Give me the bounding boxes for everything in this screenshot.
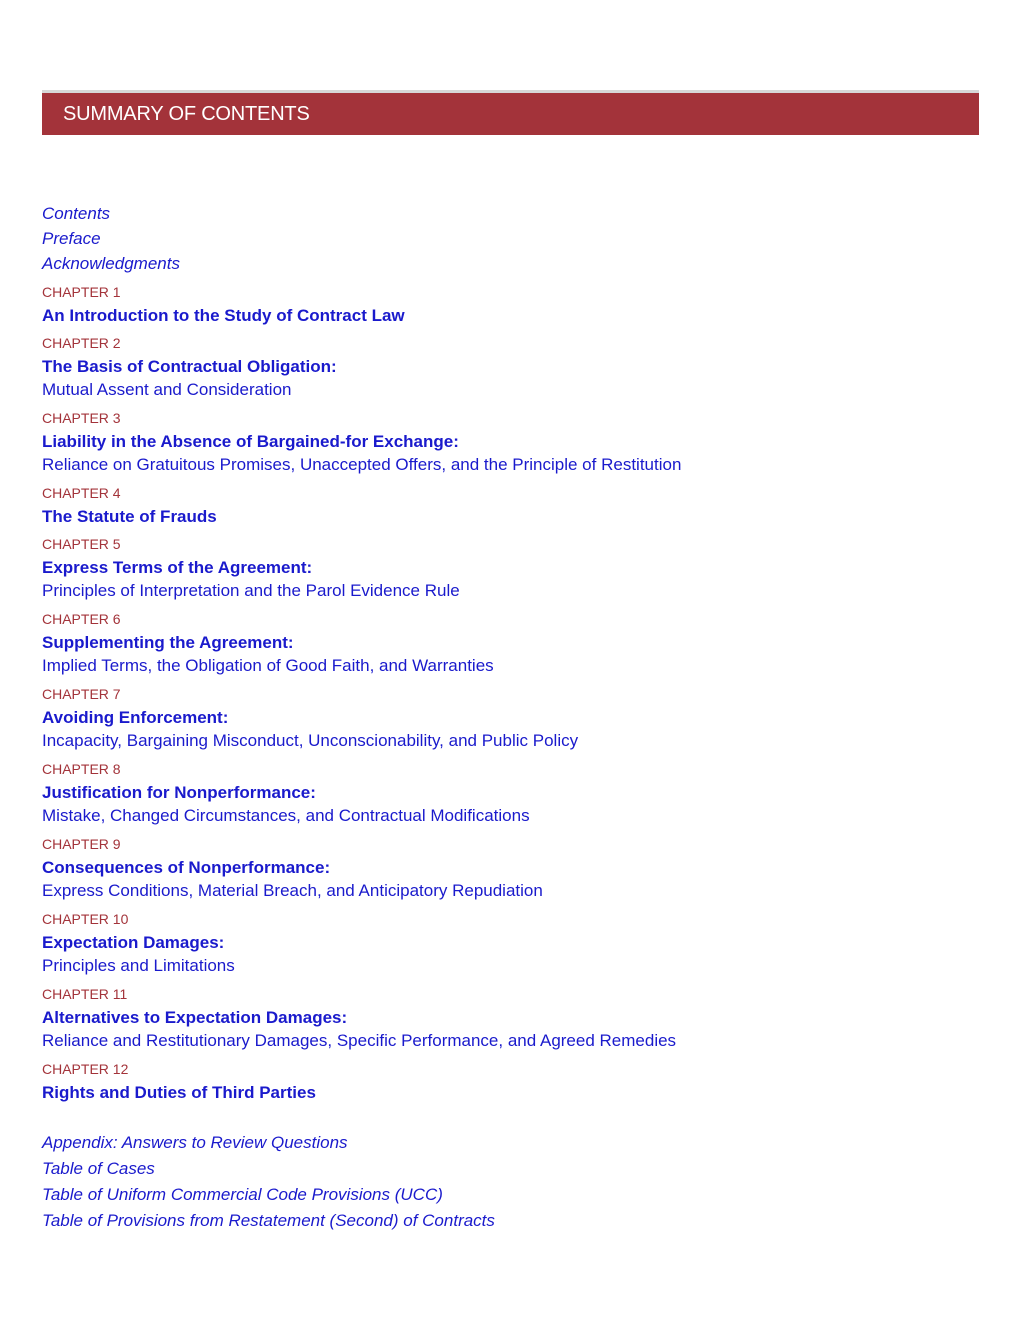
chapter-entry: [42, 987, 982, 1053]
chapter-subtitle-link[interactable]: Incapacity, Bargaining Misconduct, Unconscionability, and Public Policy: [42, 731, 579, 750]
chapter-title-link[interactable]: The Basis of Contractual Obligation:: [42, 357, 337, 376]
chapter-entry: [42, 837, 982, 903]
chapter-title-link[interactable]: Rights and Duties of Third Parties: [42, 1083, 316, 1102]
chapter-label: CHAPTER 4: [42, 485, 121, 501]
page-title: SUMMARY OF CONTENTS: [63, 103, 310, 125]
chapter-subtitle-link[interactable]: Principles and Limitations: [42, 956, 235, 975]
chapter-label: CHAPTER 11: [42, 986, 128, 1002]
chapter-label: CHAPTER 9: [42, 836, 121, 852]
chapter-entry: [42, 411, 982, 477]
back-matter-link-appendix[interactable]: Appendix: Answers to Review Questions: [42, 1133, 348, 1152]
chapter-title-link[interactable]: Express Terms of the Agreement:: [42, 558, 313, 577]
chapter-subtitle-link[interactable]: Reliance on Gratuitous Promises, Unaccepted Offers, and the Principle of Restitution: [42, 455, 682, 474]
chapter-title-link[interactable]: Consequences of Nonperformance:: [42, 858, 331, 877]
chapter-title-link[interactable]: An Introduction to the Study of Contract Law: [42, 306, 405, 325]
chapter-subtitle-link[interactable]: Express Conditions, Material Breach, and Anticipatory Repudiation: [42, 881, 543, 900]
chapter-title-link[interactable]: Supplementing the Agreement:: [42, 633, 294, 652]
front-matter-link-preface[interactable]: Preface: [42, 229, 101, 248]
header-banner: [42, 90, 979, 135]
chapter-label: CHAPTER 7: [42, 686, 121, 702]
back-matter-list: [42, 1130, 982, 1234]
chapter-entry: [42, 285, 982, 327]
chapter-label: CHAPTER 3: [42, 410, 121, 426]
chapter-entry: [42, 687, 982, 753]
front-matter-link-contents[interactable]: Contents: [42, 204, 111, 223]
chapter-label: CHAPTER 1: [42, 284, 121, 300]
back-matter-link-restatement-provisions[interactable]: Table of Provisions from Restatement (Second) of Contracts: [42, 1211, 495, 1230]
chapter-title-link[interactable]: Alternatives to Expectation Damages:: [42, 1008, 348, 1027]
back-matter-link-ucc-provisions[interactable]: Table of Uniform Commercial Code Provisions (UCC): [42, 1185, 443, 1204]
chapter-entry: [42, 336, 982, 402]
chapter-label: CHAPTER 5: [42, 536, 121, 552]
chapter-title-link[interactable]: Expectation Damages:: [42, 933, 225, 952]
front-matter-list: [42, 201, 982, 276]
chapter-entry: [42, 762, 982, 828]
chapter-entry: [42, 486, 982, 528]
table-of-contents: [42, 201, 982, 1234]
chapter-label: CHAPTER 6: [42, 611, 121, 627]
chapter-subtitle-link[interactable]: Mistake, Changed Circumstances, and Contractual Modifications: [42, 806, 530, 825]
chapter-title-link[interactable]: Liability in the Absence of Bargained-for Exchange:: [42, 432, 459, 451]
chapter-label: CHAPTER 8: [42, 761, 121, 777]
chapter-label: CHAPTER 10: [42, 911, 129, 927]
chapter-subtitle-link[interactable]: Principles of Interpretation and the Parol Evidence Rule: [42, 581, 460, 600]
chapter-title-link[interactable]: Justification for Nonperformance:: [42, 783, 316, 802]
chapter-entry: [42, 912, 982, 978]
chapter-subtitle-link[interactable]: Mutual Assent and Consideration: [42, 380, 292, 399]
chapter-entry: [42, 612, 982, 678]
chapter-entry: [42, 1062, 982, 1104]
chapter-label: CHAPTER 12: [42, 1061, 129, 1077]
chapter-title-link[interactable]: Avoiding Enforcement:: [42, 708, 229, 727]
front-matter-link-acknowledgments[interactable]: Acknowledgments: [42, 254, 180, 273]
chapter-label: CHAPTER 2: [42, 335, 121, 351]
chapter-entry: [42, 537, 982, 603]
back-matter-link-table-of-cases[interactable]: Table of Cases: [42, 1159, 155, 1178]
chapter-subtitle-link[interactable]: Reliance and Restitutionary Damages, Specific Performance, and Agreed Remedies: [42, 1031, 677, 1050]
chapter-title-link[interactable]: The Statute of Frauds: [42, 507, 217, 526]
chapter-subtitle-link[interactable]: Implied Terms, the Obligation of Good Faith, and Warranties: [42, 656, 494, 675]
